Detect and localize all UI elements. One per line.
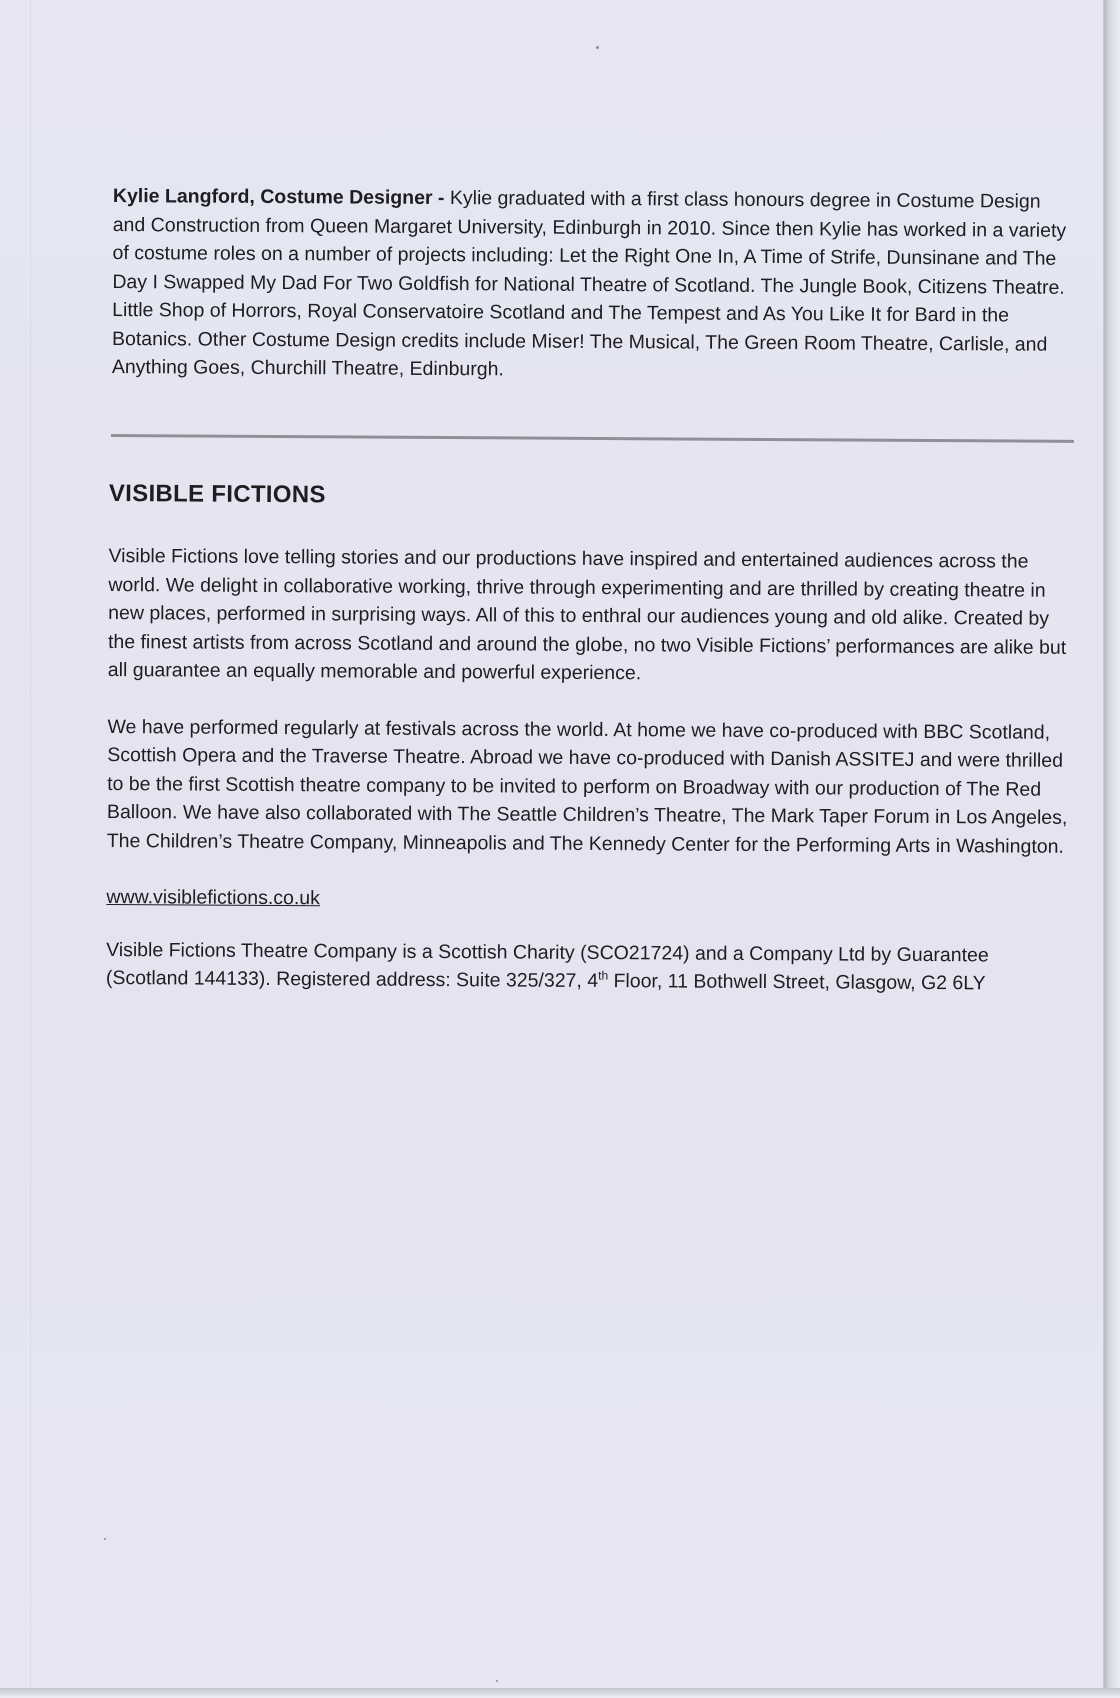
paper-speck xyxy=(596,46,599,49)
bio-text: Kylie graduated with a first class honours degree in Costume Design and Construction from Queen Margaret University, Edinburgh in 2010. Since then Kylie has worked in a variety of costume roles on a number of projects including: Let the Right One In, A Time of Strife, Dunsinane and The Day I Swapped My Dad For Two Goldfish for National Theatre of Scotland. The Jungle Book, Citizens Theatre. Little Shop of Horrors, Royal Conservatoire Scotland and The Tempest and As You Like It for Bard in the Botanics. Other Costume Design credits include Miser! The Musical, The Green Room Theatre, Carlisle, and Anything Goes, Churchill Theatre, Edinburgh. xyxy=(111,187,1067,381)
registration-note xyxy=(106,935,1074,998)
section-heading: VISIBLE FICTIONS xyxy=(108,480,326,509)
visible-fictions-section xyxy=(106,480,1077,998)
history-paragraph: We have performed regularly at festivals across the world. At home we have co-produced with BBC Scotland, Scottish Opera and the Traverse Theatre. Abroad we have co-produced with Danish ASSITEJ and were thrilled to be the first Scottish theatre company to be invited to perform on Broadway with our production of The Red Balloon. We have also collaborated with The Seattle Children’s Theatre, The Mark Taper Forum in Los Angeles, The Children’s Theatre Company, Minneapolis and The Kennedy Center for the Performing Arts in Washington. xyxy=(106,715,1068,858)
page-bottom-edge xyxy=(0,1688,1120,1698)
section-divider xyxy=(111,434,1074,443)
registration-text-start: Visible Fictions Theatre Company is a Scottish Charity (SCO21724) and a Company Ltd by Guarantee (Scotland 144133). Registered address: Suite 325/327, 4 xyxy=(105,938,989,992)
page-fold-line xyxy=(30,0,31,1690)
website-link[interactable]: www.visiblefictions.co.uk xyxy=(106,885,321,910)
page-edge-shadow xyxy=(1104,0,1120,1698)
bio-name: Kylie Langford, Costume Designer - xyxy=(112,184,445,210)
page-content xyxy=(105,182,1078,995)
registration-text-end: Floor, 11 Bothwell Street, Glasgow, G2 6LY xyxy=(608,970,986,995)
intro-paragraph: Visible Fictions love telling stories and our productions have inspired and entertained audiences across the world. We delight in collaborative working, thrive through experimenting and are thrilled by creating theatre in new places, performed in surprising ways. All of this to enthral our audiences young and old alike. Created by the finest artists from across Scotland and around the globe, no two Visible Fictions’ performances are alike but all guarantee an equally memorable and powerful experience. xyxy=(107,544,1067,685)
paper-speck xyxy=(496,1680,498,1682)
costume-designer-bio xyxy=(112,182,1078,387)
paper-speck xyxy=(104,1538,106,1540)
floor-ordinal-suffix: th xyxy=(598,968,609,983)
